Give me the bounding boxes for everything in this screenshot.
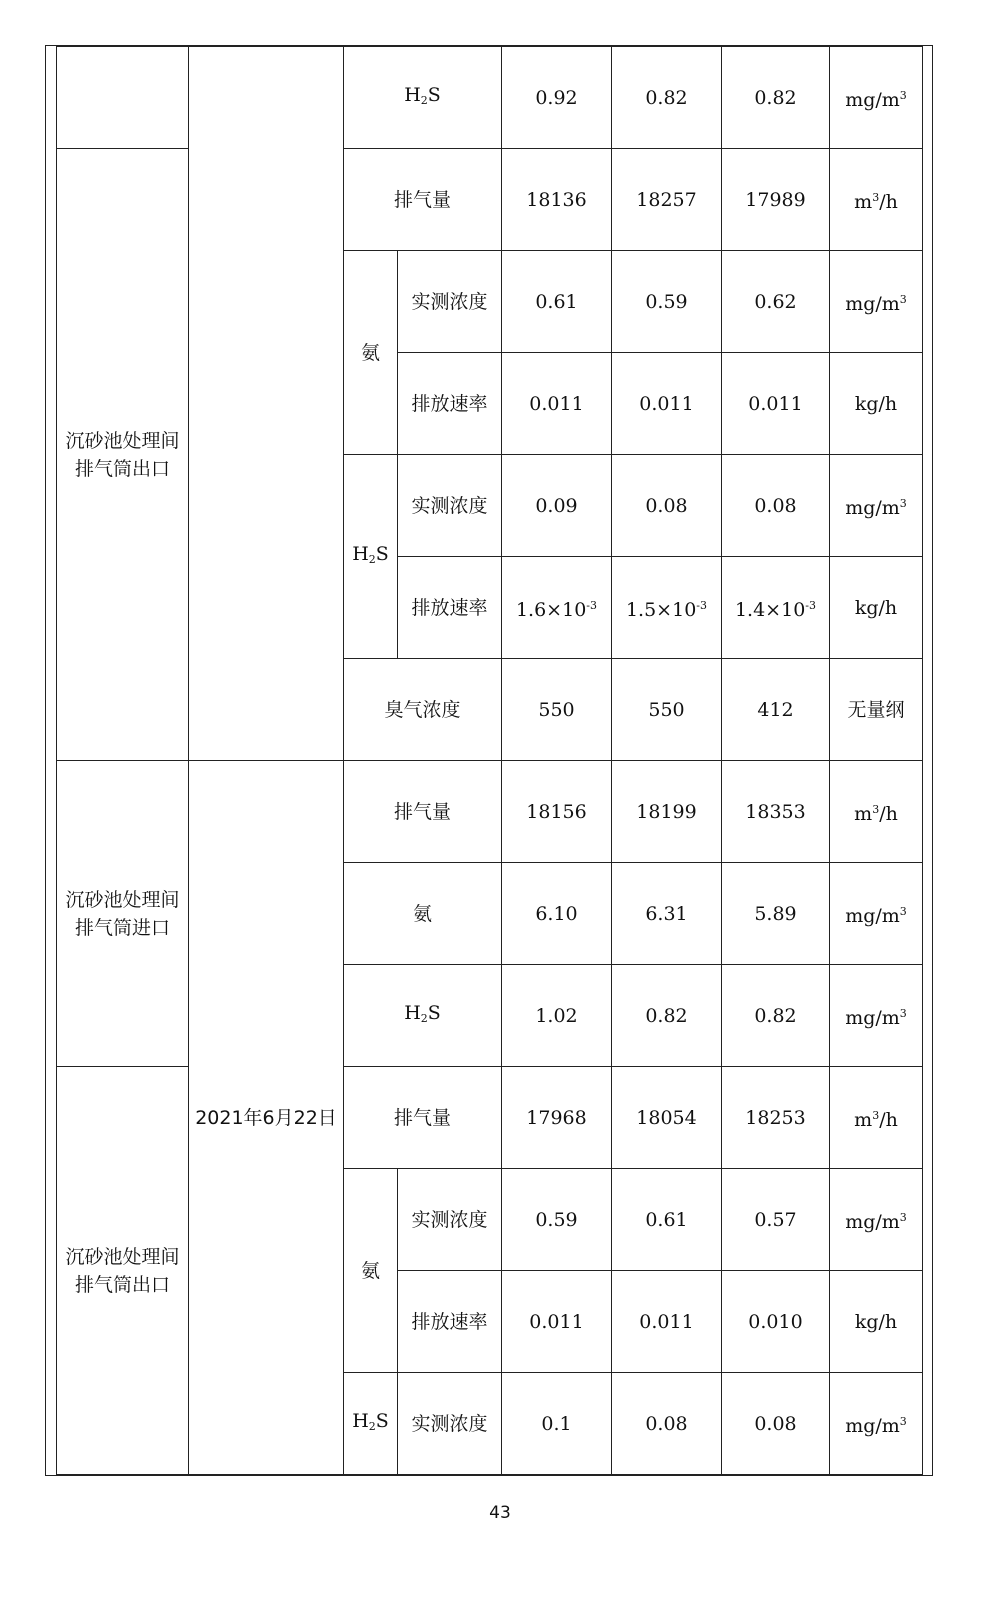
value-cell: 412 [722,659,830,761]
parameter-cell: 排气量 [344,1067,502,1169]
value-cell: 0.82 [612,965,722,1067]
value-cell: 0.82 [722,965,830,1067]
unit-cell: kg/h [830,353,923,455]
metric-cell: 排放速率 [398,557,502,659]
value-cell: 0.08 [722,1373,830,1475]
value-cell: 0.08 [722,455,830,557]
parameter-cell: 排气量 [344,761,502,863]
date-cell-empty [189,47,344,761]
table-row [57,149,923,251]
pollutant-cell: 氨 [344,1169,398,1373]
unit-cell: $mg/m^3$ [830,455,923,557]
value-cell: 17968 [502,1067,612,1169]
metric-cell: 实测浓度 [398,455,502,557]
unit-cell: kg/h [830,1271,923,1373]
unit-cell: kg/h [830,557,923,659]
unit-cell: 无量纲 [830,659,923,761]
metric-cell: 实测浓度 [398,251,502,353]
unit-cell: $m^3/h$ [830,149,923,251]
location-cell: 沉砂池处理间排气筒出口 [57,1067,189,1475]
unit-cell: $mg/m^3$ [830,251,923,353]
value-cell: 0.08 [612,455,722,557]
value-cell: 18257 [612,149,722,251]
value-cell: 0.59 [502,1169,612,1271]
metric-cell: 排放速率 [398,353,502,455]
unit-cell: $mg/m^3$ [830,965,923,1067]
table-row [57,1067,923,1169]
table-row [57,761,923,863]
unit-cell: $m^3/h$ [830,1067,923,1169]
pollutant-cell: 氨 [344,251,398,455]
value-cell: 0.62 [722,251,830,353]
parameter-cell: 臭气浓度 [344,659,502,761]
value-cell: $1.5\times 10^{-3}$ [612,557,722,659]
value-cell: 0.57 [722,1169,830,1271]
value-cell: 0.82 [722,47,830,149]
page-number: 43 [489,1503,511,1523]
value-cell: 0.61 [502,251,612,353]
value-cell: 0.011 [612,353,722,455]
monitoring-table [56,46,923,1475]
parameter-cell: $H_2S$ [344,965,502,1067]
pollutant-cell: $H_2S$ [344,455,398,659]
value-cell: 0.09 [502,455,612,557]
unit-cell: $mg/m^3$ [830,1169,923,1271]
value-cell: 0.08 [612,1373,722,1475]
value-cell: $1.4\times 10^{-3}$ [722,557,830,659]
value-cell: 0.61 [612,1169,722,1271]
unit-cell: $mg/m^3$ [830,47,923,149]
value-cell: 18054 [612,1067,722,1169]
value-cell: 18199 [612,761,722,863]
table-row [57,47,923,149]
metric-cell: 实测浓度 [398,1373,502,1475]
value-cell: 0.92 [502,47,612,149]
value-cell: 18156 [502,761,612,863]
location-cell: 沉砂池处理间排气筒出口 [57,149,189,761]
value-cell: 550 [612,659,722,761]
value-cell: 550 [502,659,612,761]
date-cell: 2021年6月22日 [189,761,344,1475]
unit-cell: $m^3/h$ [830,761,923,863]
unit-cell: $mg/m^3$ [830,1373,923,1475]
value-cell: 0.82 [612,47,722,149]
value-cell: 0.011 [502,353,612,455]
value-cell: 17989 [722,149,830,251]
location-cell: 沉砂池处理间排气筒进口 [57,761,189,1067]
unit-cell: $mg/m^3$ [830,863,923,965]
metric-cell: 排放速率 [398,1271,502,1373]
value-cell: 0.59 [612,251,722,353]
value-cell: 1.02 [502,965,612,1067]
value-cell: 18253 [722,1067,830,1169]
value-cell: 0.011 [722,353,830,455]
value-cell: 18136 [502,149,612,251]
value-cell: 0.010 [722,1271,830,1373]
parameter-cell: 排气量 [344,149,502,251]
pollutant-cell: $H_2S$ [344,1373,398,1475]
parameter-cell: $H_2S$ [344,47,502,149]
location-cell-empty [57,47,189,149]
value-cell: 18353 [722,761,830,863]
value-cell: $1.6\times 10^{-3}$ [502,557,612,659]
value-cell: 0.011 [502,1271,612,1373]
value-cell: 6.10 [502,863,612,965]
parameter-cell: 氨 [344,863,502,965]
metric-cell: 实测浓度 [398,1169,502,1271]
value-cell: 6.31 [612,863,722,965]
value-cell: 0.1 [502,1373,612,1475]
value-cell: 5.89 [722,863,830,965]
value-cell: 0.011 [612,1271,722,1373]
